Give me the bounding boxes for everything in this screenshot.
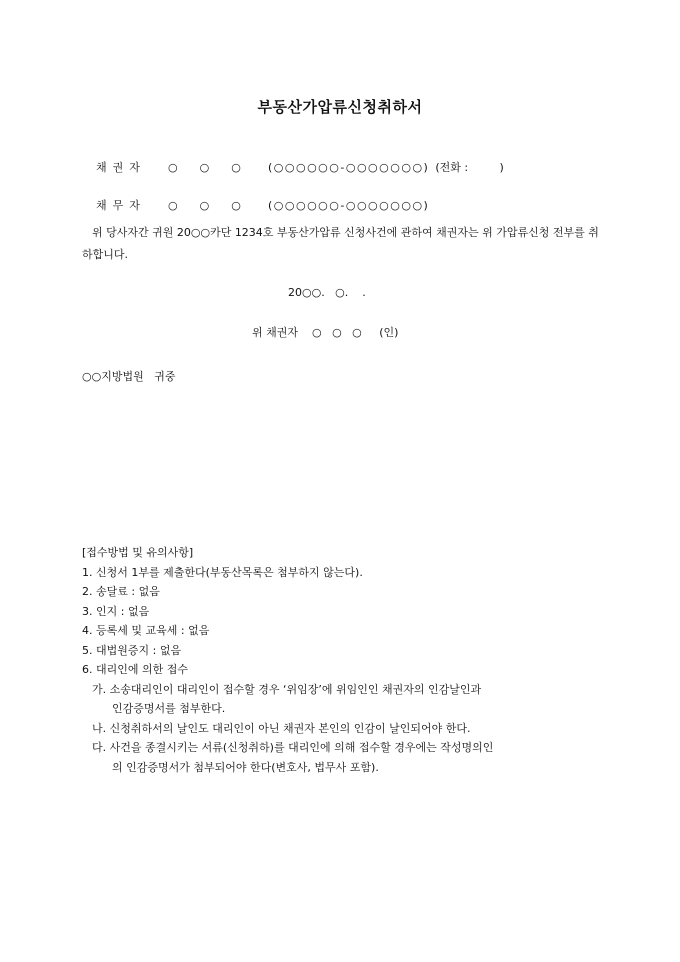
notes-item: 2. 송달료 : 없음 [82, 585, 160, 598]
subitem-text: 사건을 종결시키는 서류(신청취하)를 대리인에 의해 접수할 경우에는 작성명의인 [109, 741, 494, 754]
recipient-court: ○○지방법원 귀중 [82, 370, 176, 383]
creditor-name: ○○○ [168, 161, 263, 174]
document-title: 부동산가압류신청취하서 [257, 98, 423, 116]
creditor-signature: 위 채권자 ○ ○ ○ (인) [252, 326, 399, 339]
subitem-text: 신청취하서의 날인도 대리인이 아닌 채권자 본인의 인감이 날인되어야 한다. [109, 721, 471, 735]
notes-item: 4. 등록세 및 교육세 : 없음 [82, 624, 210, 637]
creditor-id-number: (○○○○○○-○○○○○○○) [268, 161, 430, 174]
creditor-line [82, 146, 504, 188]
notes-subitem [92, 738, 622, 777]
filing-notes [82, 543, 622, 777]
withdrawal-statement: 위 당사자간 귀원 20○○카단 1234호 부동산가압류 신청사건에 관하여 채권자는 위 가압류신청 전부를 취하합니다. [82, 226, 599, 261]
creditor-role: 채권자 [96, 161, 146, 174]
notes-item: 5. 대법원증지 : 없음 [82, 643, 182, 657]
notes-item: 6. 대리인에 의한 접수 [82, 663, 188, 676]
subitem-label: 나. [92, 721, 107, 735]
subitem-continuation: 인감증명서를 첨부한다. [112, 702, 226, 715]
subitem-continuation: 의 인감증명서가 첨부되어야 한다(변호사, 법무사 포함). [112, 760, 379, 774]
debtor-line [82, 184, 429, 226]
subitem-label: 다. [92, 741, 107, 754]
debtor-name: ○○○ [168, 199, 263, 212]
notes-item: 1. 신청서 1부를 제출한다(부동산목록은 첨부하지 않는다). [82, 565, 363, 579]
creditor-phone: (전화 : ) [435, 161, 504, 174]
document-date: 20○○. ○. . [288, 286, 366, 299]
notes-subitem [92, 719, 622, 739]
subitem-label: 가. [92, 682, 107, 696]
debtor-role: 채무자 [96, 199, 146, 212]
notes-item: 3. 인지 : 없음 [82, 604, 150, 618]
notes-subitem [92, 680, 622, 719]
debtor-id-number: (○○○○○○-○○○○○○○) [268, 199, 430, 212]
notes-heading: [접수방법 및 유의사항] [82, 546, 194, 559]
subitem-text: 소송대리인이 대리인이 접수할 경우 ‘위임장’에 위임인인 채권자의 인감날인과 [109, 682, 482, 696]
